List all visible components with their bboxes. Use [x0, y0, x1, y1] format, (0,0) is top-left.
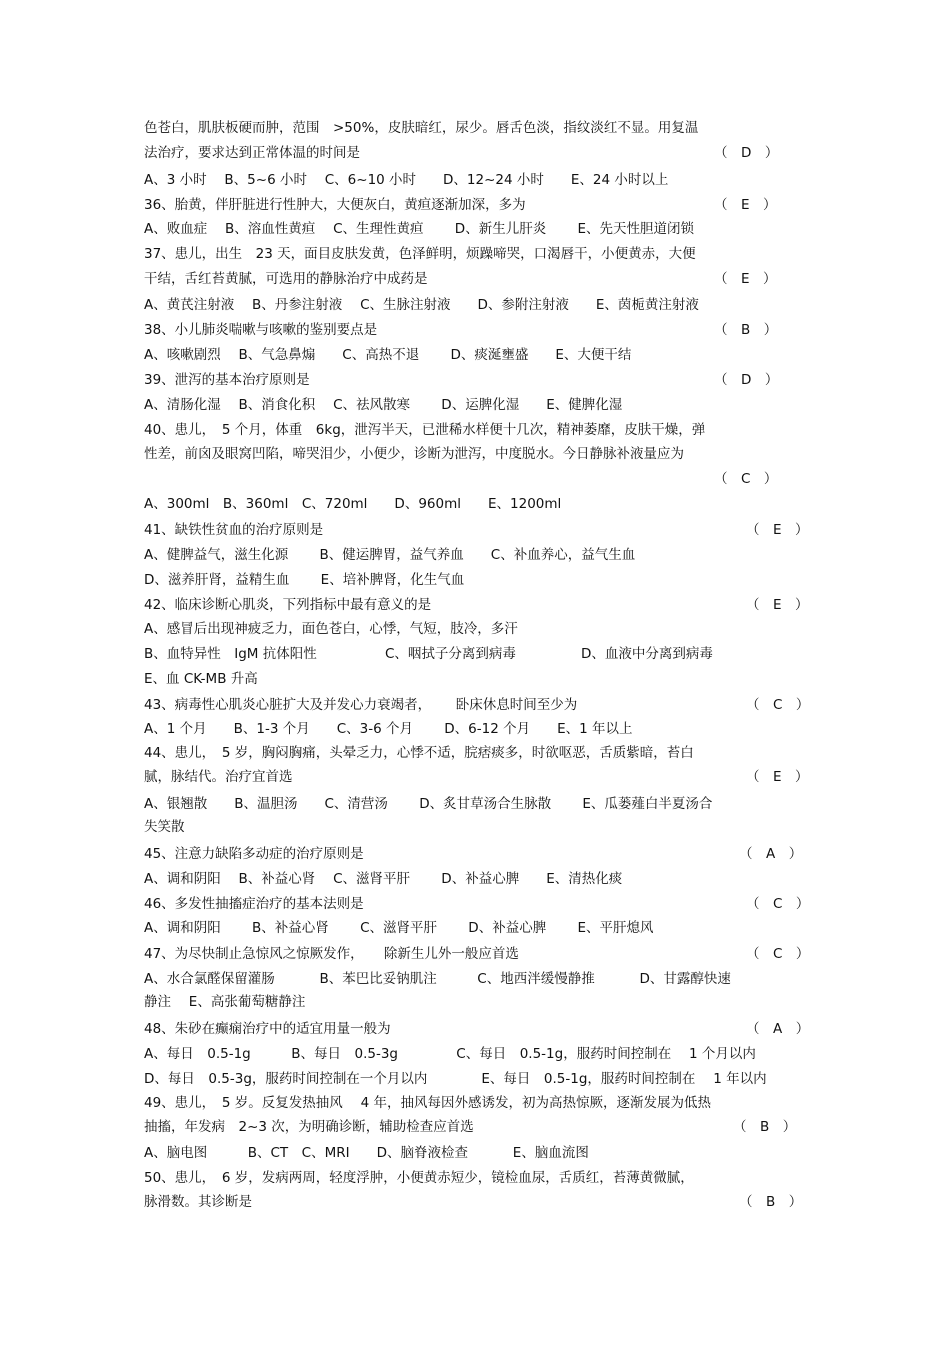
q42-answer: （ E ） — [746, 597, 809, 613]
q48-options-2: D、每日 0.5-3g，服药时间控制在一个月以内 E、每日 0.5-1g，服药时间控制在 1 年以内 — [144, 1071, 767, 1087]
q49-stem-1: 49、患儿， 5 岁。反复发热抽风 4 年，抽风每因外感诱发，初为高热惊厥，逐渐发展为低热 — [144, 1095, 711, 1111]
q36-options: A、败血症 B、溶血性黄疸 C、生理性黄疸 D、新生儿肝炎 E、先天性胆道闭锁 — [144, 221, 695, 237]
q47-options-1: A、水合氯醛保留灌肠 B、苯巴比妥钠肌注 C、地西泮缓慢静推 D、甘露醇快速 — [144, 971, 731, 987]
q45-answer: （ A ） — [739, 846, 803, 862]
q39-stem: 39、泄泻的基本治疗原则是 — [144, 372, 310, 388]
q40-stem-1: 40、患儿， 5 个月，体重 6kg，泄泻半天，已泄稀水样便十几次，精神萎靡，皮肤干燥，弹 — [144, 422, 706, 438]
q47-options-2: 静注 E、高张葡萄糖静注 — [144, 994, 306, 1010]
q50-stem-1: 50、患儿， 6 岁，发病两周，轻度浮肿，小便黄赤短少，镜检血尿，舌质红，苔薄黄微腻， — [144, 1170, 694, 1186]
q40-options: A、300ml B、360ml C、720ml D、960ml E、1200ml — [144, 496, 562, 512]
q49-answer: （ B ） — [733, 1119, 797, 1135]
q41-stem: 41、缺铁性贫血的治疗原则是 — [144, 522, 324, 538]
q36-stem: 36、胎黄，伴肝脏进行性肿大，大便灰白，黄疸逐渐加深，多为 — [144, 197, 526, 213]
q44-stem-1: 44、患儿， 5 岁，胸闷胸痛，头晕乏力，心悸不适，脘痞痰多，时欲呕恶，舌质紫暗，苔白 — [144, 745, 694, 761]
q38-stem: 38、小儿肺炎喘嗽与咳嗽的鉴别要点是 — [144, 322, 378, 338]
q42-option-b: B、血特异性 IgM 抗体阳性 — [144, 646, 317, 662]
q41-options-2: D、滋养肝肾，益精生血 E、培补脾肾，化生气血 — [144, 572, 465, 588]
q42-option-a: A、感冒后出现神疲乏力，面色苍白，心悸，气短，肢冷，多汗 — [144, 621, 518, 637]
q49-options: A、脑电图 B、CT C、MRI D、脑脊液检查 E、脑血流图 — [144, 1145, 589, 1161]
q50-answer: （ B ） — [739, 1194, 803, 1210]
q50-stem-2: 脉滑数。其诊断是 — [144, 1194, 252, 1210]
q42-stem: 42、临床诊断心肌炎，下列指标中最有意义的是 — [144, 597, 432, 613]
q38-options: A、咳嗽剧烈 B、气急鼻煽 C、高热不退 D、痰涎壅盛 E、大便干结 — [144, 347, 632, 363]
intro-line-2: 法治疗，要求达到正常体温的时间是 — [144, 145, 360, 161]
q39-options: A、清肠化湿 B、消食化积 C、祛风散寒 D、运脾化湿 E、健脾化湿 — [144, 397, 623, 413]
q40-stem-2: 性差，前囟及眼窝凹陷，啼哭泪少，小便少，诊断为泄泻，中度脱水。今日静脉补液量应为 — [144, 446, 684, 462]
q41-answer: （ E ） — [746, 522, 809, 538]
q39-answer: （ D ） — [714, 372, 779, 388]
q37-options: A、黄芪注射液 B、丹参注射液 C、生脉注射液 D、参附注射液 E、茵栀黄注射液 — [144, 297, 699, 313]
q43-stem: 43、病毒性心肌炎心脏扩大及并发心力衰竭者， 卧床休息时间至少为 — [144, 697, 578, 713]
q40-answer: （ C ） — [714, 471, 778, 487]
q41-options-1: A、健脾益气，滋生化源 B、健运脾胃，益气养血 C、补血养心，益气生血 — [144, 547, 636, 563]
q37-stem-1: 37、患儿，出生 23 天，面目皮肤发黄，色泽鲜明，烦躁啼哭，口渴唇干，小便黄赤，大便 — [144, 246, 696, 262]
q43-options: A、1 个月 B、1-3 个月 C、3-6 个月 D、6-12 个月 E、1 年以上 — [144, 721, 633, 737]
q44-stem-2: 腻，脉结代。治疗宜首选 — [144, 769, 293, 785]
q44-options-2: 失笑散 — [144, 819, 185, 835]
q46-answer: （ C ） — [746, 896, 810, 912]
q36-answer: （ E ） — [714, 197, 777, 213]
q42-option-e: E、血 CK-MB 升高 — [144, 671, 258, 687]
q46-options: A、调和阴阳 B、补益心肾 C、滋肾平肝 D、补益心脾 E、平肝熄风 — [144, 920, 654, 936]
intro-answer: （ D ） — [714, 145, 779, 161]
q42-option-d: D、血液中分离到病毒 — [581, 646, 713, 662]
q46-stem: 46、多发性抽搐症治疗的基本法则是 — [144, 896, 364, 912]
q48-answer: （ A ） — [746, 1021, 810, 1037]
q49-stem-2: 抽搐，年发病 2~3 次，为明确诊断，辅助检查应首选 — [144, 1119, 474, 1135]
q44-options-1: A、银翘散 B、温胆汤 C、清营汤 D、炙甘草汤合生脉散 E、瓜蒌薤白半夏汤合 — [144, 796, 713, 812]
q44-answer: （ E ） — [746, 769, 809, 785]
q37-answer: （ E ） — [714, 271, 777, 287]
q42-option-c: C、咽拭子分离到病毒 — [385, 646, 516, 662]
q38-answer: （ B ） — [714, 322, 778, 338]
intro-options: A、3 小时 B、5~6 小时 C、6~10 小时 D、12~24 小时 E、24 小时以上 — [144, 172, 669, 188]
q45-options: A、调和阴阳 B、补益心肾 C、滋肾平肝 D、补益心脾 E、清热化痰 — [144, 871, 623, 887]
q37-stem-2: 干结，舌红苔黄腻，可选用的静脉治疗中成药是 — [144, 271, 428, 287]
q45-stem: 45、注意力缺陷多动症的治疗原则是 — [144, 846, 364, 862]
q48-options-1: A、每日 0.5-1g B、每日 0.5-3g C、每日 0.5-1g，服药时间控制在 1 个月以内 — [144, 1046, 756, 1062]
q48-stem: 48、朱砂在癫痫治疗中的适宜用量一般为 — [144, 1021, 391, 1037]
q47-stem: 47、为尽快制止急惊风之惊厥发作， 除新生儿外一般应首选 — [144, 946, 519, 962]
intro-line-1: 色苍白，肌肤板硬而肿，范围 >50%，皮肤暗红，尿少。唇舌色淡，指纹淡红不显。用复温 — [144, 120, 699, 136]
q43-answer: （ C ） — [746, 697, 810, 713]
q47-answer: （ C ） — [746, 946, 810, 962]
